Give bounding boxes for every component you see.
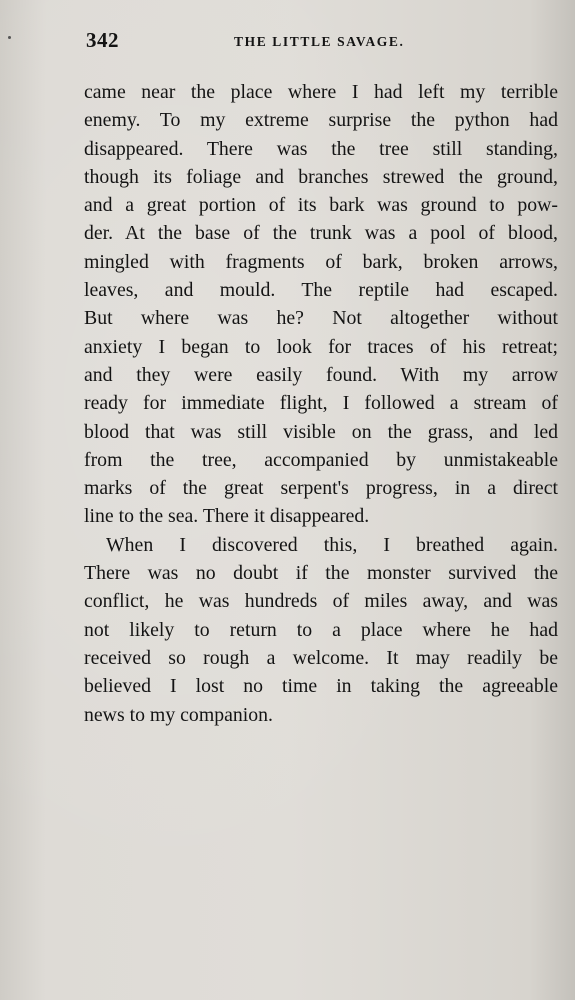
- text-line: ready for immediate flight, I followed a stream of: [84, 392, 558, 415]
- paragraph-2: [84, 531, 558, 729]
- page-number: 342: [86, 28, 119, 52]
- body-text: [84, 78, 558, 729]
- text-line: marks of the great serpent's progress, in a direct: [84, 477, 558, 500]
- text-line: blood that was still visible on the grass, and led: [84, 420, 558, 443]
- text-line: and a great portion of its bark was ground to pow-: [84, 194, 558, 217]
- text-line: though its foliage and branches strewed the ground,: [84, 165, 558, 188]
- text-line: line to the sea. There it disappeared.: [84, 505, 370, 528]
- text-line: anxiety I began to look for traces of his retreat;: [84, 335, 558, 358]
- text-line: der. At the base of the trunk was a pool of blood,: [84, 222, 558, 245]
- page-blemish: [8, 36, 11, 39]
- running-head: THE LITTLE SAVAGE.: [234, 34, 405, 49]
- text-line: received so rough a welcome. It may readily be: [84, 646, 558, 669]
- paragraph-1: [84, 78, 558, 531]
- text-line: and they were easily found. With my arrow: [84, 363, 558, 386]
- text-line: news to my companion.: [84, 703, 273, 726]
- text-line: disappeared. There was the tree still standing,: [84, 137, 558, 160]
- text-line: not likely to return to a place where he had: [84, 618, 558, 641]
- page-header: [86, 28, 554, 60]
- text-line: There was no doubt if the monster survived the: [84, 562, 558, 585]
- text-line: When I discovered this, I breathed again.: [106, 533, 558, 556]
- text-line: But where was he? Not altogether without: [84, 307, 558, 330]
- text-line: believed I lost no time in taking the agreeable: [84, 675, 558, 698]
- text-line: leaves, and mould. The reptile had escaped.: [84, 279, 558, 302]
- text-line: mingled with fragments of bark, broken arrows,: [84, 250, 558, 273]
- text-line: conflict, he was hundreds of miles away, and was: [84, 590, 558, 613]
- text-line: came near the place where I had left my terrible: [84, 81, 558, 103]
- text-line: from the tree, accompanied by unmistakeable: [84, 448, 558, 471]
- text-line: enemy. To my extreme surprise the python had: [84, 109, 558, 132]
